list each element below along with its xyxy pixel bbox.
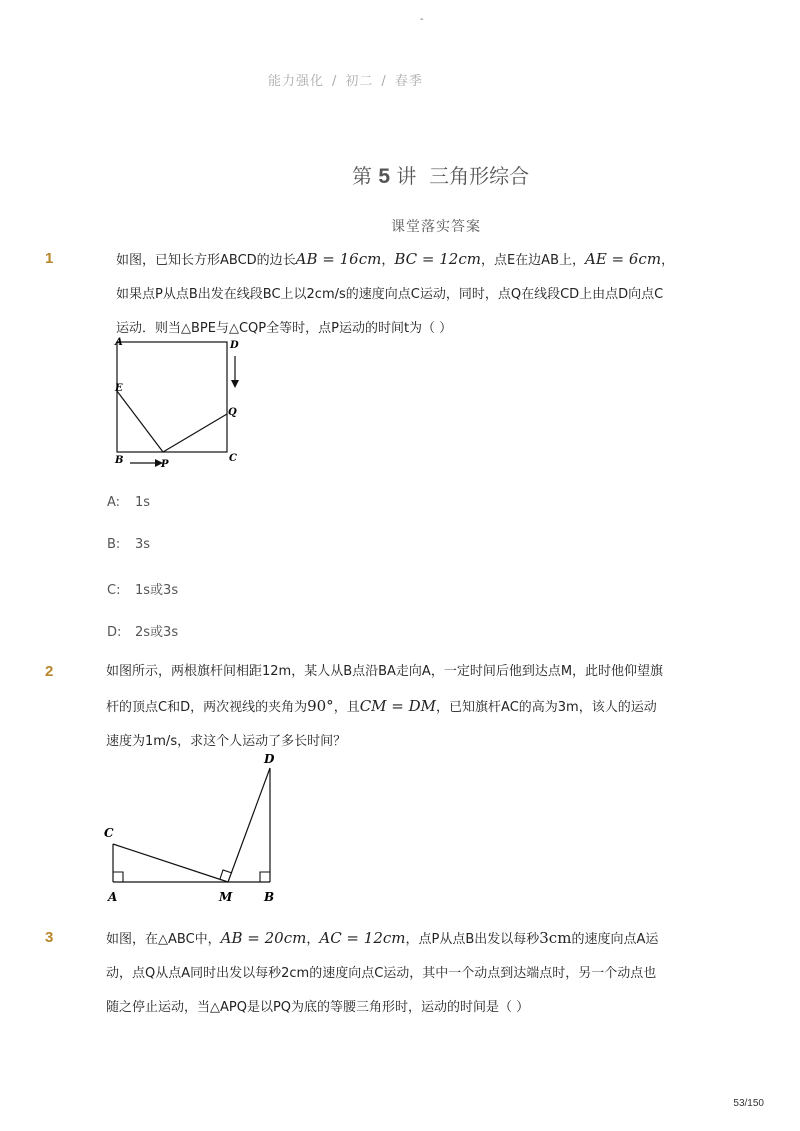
option-text: 2s或3s xyxy=(135,625,179,640)
option-c[interactable] xyxy=(107,579,178,598)
lecture-prefix: 第 xyxy=(352,164,372,188)
breadcrumb-grade: 初二 xyxy=(345,74,374,89)
text-run: 如图，在△ABC中， xyxy=(106,932,221,947)
lecture-topic: 三角形综合 xyxy=(429,164,530,188)
label-q: Q xyxy=(228,407,237,418)
option-text: 3s xyxy=(135,537,151,552)
text-run: ， xyxy=(306,932,320,947)
math-expression: AB = 16cm xyxy=(295,250,382,268)
question-line xyxy=(116,242,736,278)
label-e: E xyxy=(115,383,123,394)
sight-line-cm xyxy=(113,844,228,882)
question-line xyxy=(106,689,746,725)
lecture-number: 5 xyxy=(378,165,391,188)
breadcrumb xyxy=(268,70,423,89)
label-d: D xyxy=(264,752,275,766)
question-number: 3 xyxy=(45,929,54,946)
option-d[interactable] xyxy=(107,621,178,640)
text-run: ， xyxy=(381,253,395,268)
text-run: ，已知旗杆AC的高为3m，该人的运动 xyxy=(436,700,657,715)
top-mark: - xyxy=(420,14,424,25)
label-a: A xyxy=(108,890,118,904)
section-title: 课堂落实答案 xyxy=(391,219,481,235)
text-run: ， xyxy=(661,253,675,268)
label-m: M xyxy=(219,890,233,904)
label-b: B xyxy=(115,455,124,466)
option-b[interactable] xyxy=(107,537,150,552)
math-expression: CM = DM xyxy=(359,697,437,715)
right-angle-mark-b xyxy=(260,872,270,882)
lecture-suffix: 讲 xyxy=(396,164,417,188)
question-number: 1 xyxy=(45,250,54,267)
label-d: D xyxy=(230,340,239,351)
label-c: C xyxy=(104,826,114,840)
math-expression: AC = 12cm xyxy=(319,929,406,947)
question-2-text xyxy=(106,655,746,759)
math-expression: BC = 12cm xyxy=(394,250,481,268)
breadcrumb-separator: / xyxy=(332,74,338,89)
question-line: 如果点P从点B出发在线段BC上以2cm/s的速度向点C运动，同时，点Q在线段CD上由点D向点C xyxy=(116,287,664,302)
option-label: B: xyxy=(107,537,121,552)
math-expression: AE = 6cm xyxy=(585,250,662,268)
option-label: C: xyxy=(107,583,121,598)
lecture-title xyxy=(352,160,529,189)
question-line: 动，点Q从点A同时出发以每秒2cm的速度向点C运动，其中一个动点到达端点时，另一个动点也 xyxy=(106,966,657,981)
label-c: C xyxy=(229,453,237,464)
question-3-text xyxy=(106,921,746,1025)
question-line: 随之停止运动，当△APQ是以PQ为底的等腰三角形时，运动的时间是（ ） xyxy=(106,1000,530,1015)
sight-line-md xyxy=(228,768,270,882)
question-line xyxy=(106,921,746,957)
math-expression: AB = 20cm xyxy=(220,929,307,947)
rectangle-abcd xyxy=(117,342,227,452)
option-label: D: xyxy=(107,625,122,640)
text-run: 如图，已知长方形ABCD的边长 xyxy=(116,253,296,268)
question-number: 2 xyxy=(45,663,54,680)
option-label: A: xyxy=(107,495,121,510)
flagpole-figure xyxy=(98,748,288,910)
breadcrumb-term: 春季 xyxy=(394,74,423,89)
rectangle-figure xyxy=(108,334,258,474)
text-run: ，且 xyxy=(333,700,360,715)
math-expression: 90° xyxy=(307,697,334,715)
breadcrumb-course: 能力强化 xyxy=(268,74,325,89)
breadcrumb-separator: / xyxy=(381,74,387,89)
question-line: 如图所示，两根旗杆间相距12m，某人从B点沿BA走向A，一定时间后他到达点M，此时他仰望旗 xyxy=(106,664,664,679)
arrow-head xyxy=(231,380,239,388)
label-b: B xyxy=(264,890,275,904)
segment-ep xyxy=(117,391,163,452)
right-angle-mark-a xyxy=(113,872,123,882)
page-number: 53/150 xyxy=(733,1098,764,1109)
option-a[interactable] xyxy=(107,495,150,510)
text-run: 杆的顶点C和D，两次视线的夹角为 xyxy=(106,700,308,715)
text-run: 的速度向点A运 xyxy=(571,932,659,947)
text-run: ，点P从点B出发以每秒 xyxy=(405,932,540,947)
option-text: 1s或3s xyxy=(135,583,179,598)
option-text: 1s xyxy=(135,495,151,510)
label-p: P xyxy=(161,459,169,470)
question-line: 速度为1m/s，求这个人运动了多长时间？ xyxy=(106,734,347,749)
segment-pq xyxy=(163,414,227,452)
text-run: ，点E在边AB上， xyxy=(480,253,585,268)
question-1-text xyxy=(116,242,736,346)
question-line: 运动．则当△BPE与△CQP全等时，点P运动的时间t为（ ） xyxy=(116,321,453,336)
label-a: A xyxy=(115,337,123,348)
math-expression: 3cm xyxy=(539,929,572,947)
